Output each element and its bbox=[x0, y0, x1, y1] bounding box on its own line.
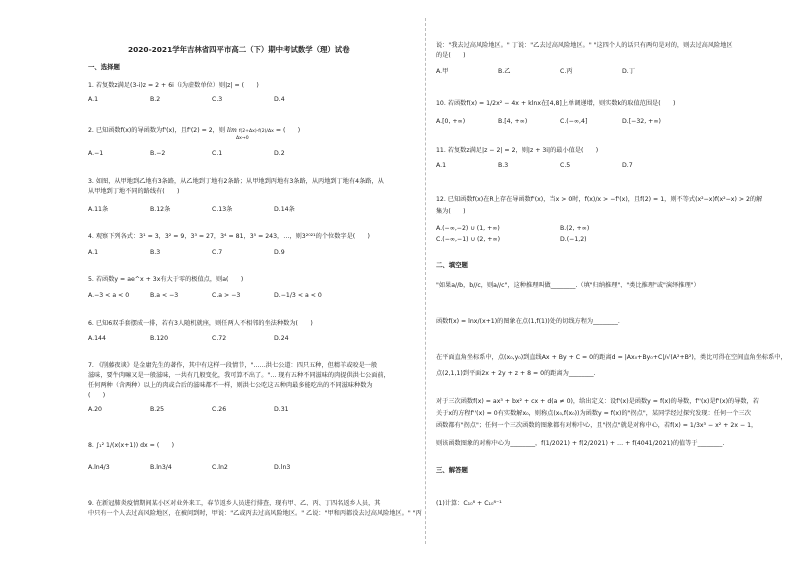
q8-option-a[interactable]: A.ln4/3 bbox=[88, 464, 110, 471]
question-10-stem: 10. 若函数f(x) = 1/2x² − 4x + klnx在[4,8]上单调递增，则实数k的取值范围是( ) bbox=[436, 100, 676, 107]
question-3-line-1: 3. 如图，从甲地到乙地有3条路，从乙地到丁地有2条路；从甲地到丙地有3条路，从丙地到丁地有4条路，从 bbox=[88, 178, 384, 185]
q7-option-b[interactable]: B.25 bbox=[150, 406, 165, 413]
fill-16-line-4: 则该函数图象的对称中心为________，f(1/2021) + f(2/2021) + … + f(4041/2021)的值等于________. bbox=[436, 440, 725, 447]
fill-13-text: "如果a//b，b//c，则a//c"，这种推理叫做________.（填"归纳推理"、"类比推理"或"演绎推理"） bbox=[436, 282, 700, 289]
question-3-line-2: 从甲地到丁地不同的路线有( ) bbox=[88, 188, 180, 195]
fill-15-line-1: 在平面直角坐标系中，点(x₀,y₀)到直线Ax + By + C = 0的距离d = |Ax₀+By₀+C|/√(A²+B²)，类比可得在空间直角坐标系中， bbox=[436, 354, 787, 361]
fill-15-line-2: 点(2,1,1)到平面2x + 2y + z + 8 = 0的距离为________. bbox=[436, 370, 596, 377]
fill-14-text: 函数f(x) = lnx/(x+1)的图象在点(1,f(1))处的切线方程为________. bbox=[436, 318, 620, 325]
q8-option-d[interactable]: D.ln3 bbox=[274, 464, 291, 471]
q2-limit: lim bbox=[227, 127, 237, 134]
question-8-stem: 8. ∫₁² 1/(x(x+1)) dx = ( ) bbox=[88, 442, 175, 449]
q3-option-b[interactable]: B.12条 bbox=[150, 206, 171, 213]
q11-option-c[interactable]: C.5 bbox=[560, 162, 571, 169]
question-7-line-2: 滋味，要牛肉嘛又是一般滋味，一共有几般变化，我可算不出了。"… 现有五种不同滋味的肉提供洪七公面前， bbox=[88, 372, 390, 379]
q9-option-a[interactable]: A.甲 bbox=[436, 68, 449, 75]
q10-option-c[interactable]: C.(−∞,4] bbox=[560, 118, 588, 125]
q6-option-c[interactable]: C.72 bbox=[212, 335, 227, 342]
answer-17-text: (1)计算：C₁₀⁸ + C₁₀⁸⁻¹ bbox=[436, 500, 502, 507]
q2-option-a[interactable]: A.−1 bbox=[88, 150, 104, 157]
question-11-stem: 11. 若复数z满足|z − 2| = 2，则|z + 3i|的最小值是( ) bbox=[436, 147, 599, 154]
q2-limit-subscript: Δx→0 bbox=[236, 136, 249, 141]
q3-option-d[interactable]: D.14条 bbox=[274, 206, 295, 213]
fill-16-line-1: 对于三次函数f(x) = ax³ + bx² + cx + d(a ≠ 0)，给出定义：设f'(x)是函数y = f(x)的导数，f''(x)是f'(x)的导数，若 bbox=[436, 398, 759, 405]
question-7-line-4: ( ) bbox=[88, 392, 106, 399]
question-12-stem: 12. 已知函数f(x)在R上存在导函数f'(x)，当x > 0时，f(x)/x > −f'(x)，且f(2) = 1，则不等式(x²−x)f(x²−x) > 2的解 bbox=[436, 196, 763, 203]
q4-option-c[interactable]: C.7 bbox=[212, 249, 223, 256]
q5-option-b[interactable]: B.a < −3 bbox=[150, 292, 179, 299]
question-9-line-4: 的是( ) bbox=[436, 52, 466, 59]
q10-option-b[interactable]: B.[4, +∞) bbox=[498, 118, 528, 125]
q8-option-b[interactable]: B.ln3/4 bbox=[150, 464, 172, 471]
q2-option-c[interactable]: C.1 bbox=[212, 150, 223, 157]
q1-option-c[interactable]: C.3 bbox=[212, 96, 223, 103]
q2-stem-end: = ( ) bbox=[275, 127, 301, 134]
q12-option-d[interactable]: D.(−1,2) bbox=[560, 236, 587, 243]
q6-option-d[interactable]: D.24 bbox=[274, 335, 289, 342]
q12-option-a[interactable]: A.(−∞,−2) ∪ (1, +∞) bbox=[436, 225, 500, 232]
question-4-stem: 4. 观察下列各式：3¹ = 3，3² = 9，3³ = 27，3⁴ = 81，3⁵ = 243，…，则3²⁰²¹的个位数字是( ) bbox=[88, 233, 370, 240]
q9-option-d[interactable]: D.丁 bbox=[622, 68, 635, 75]
question-9-line-2: 中只有一个人去过高风险地区，在被问到时，甲说："乙或丙去过高风险地区。" 乙说："甲和丙都没去过高风险地区。" "丙 bbox=[88, 510, 422, 517]
page-title: 2020-2021学年吉林省四平市高二（下）期中考试数学（理）试卷 bbox=[128, 45, 350, 54]
q4-option-a[interactable]: A.1 bbox=[88, 249, 99, 256]
q7-option-c[interactable]: C.26 bbox=[212, 406, 227, 413]
q10-option-d[interactable]: D.[−32, +∞) bbox=[622, 118, 661, 125]
q4-option-b[interactable]: B.3 bbox=[150, 249, 161, 256]
q4-option-d[interactable]: D.9 bbox=[274, 249, 285, 256]
q2-stem-text: 2. 已知函数f(x)的导函数为f'(x)，且f'(2) = 2，则 bbox=[88, 127, 226, 134]
left-column bbox=[88, 0, 428, 562]
question-7-line-1: 7. 《削藤夜谈》是金庸先生的著作，其中有这样一段情节，"……洪七公道：四只五种，但精羊或咬是一般 bbox=[88, 362, 378, 369]
question-12-line-2: 集为( ) bbox=[436, 208, 466, 215]
fill-16-line-3: 函数都有"拐点"；任何一个三次函数的图象都有对称中心，且"拐点"就是对称中心，若f(x) = 1/3x³ − x² + 2x − 1， bbox=[436, 422, 758, 429]
question-5-stem: 5. 若函数y = ae^x + 3x有大于零的极值点，则a( ) bbox=[88, 276, 244, 283]
q9-option-c[interactable]: C.丙 bbox=[560, 68, 573, 75]
right-column bbox=[436, 0, 787, 562]
q3-option-a[interactable]: A.11条 bbox=[88, 206, 109, 213]
fill-16-line-2: 关于x的方程f''(x) = 0有实数解x₀，则称点(x₀,f(x₀))为函数y = f(x)的"拐点"，某同学经过探究发现：任何一个三次 bbox=[436, 410, 751, 417]
question-2-stem bbox=[88, 127, 300, 136]
q5-option-a[interactable]: A.−3 < a < 0 bbox=[88, 292, 130, 299]
q10-option-a[interactable]: A.[0, +∞) bbox=[436, 118, 466, 125]
q5-option-c[interactable]: C.a > −3 bbox=[212, 292, 241, 299]
q9-option-b[interactable]: B.乙 bbox=[498, 68, 511, 75]
section-fill-heading: 二、填空题 bbox=[436, 261, 468, 269]
q1-option-a[interactable]: A.1 bbox=[88, 96, 99, 103]
q12-option-c[interactable]: C.(−∞,−1) ∪ (2, +∞) bbox=[436, 236, 501, 243]
question-7-line-3: 任何两种（含两种）以上的肉或合后的滋味都不一样，则洪七公吃这五种肉最多能吃出的不同滋味种数为 bbox=[88, 382, 373, 389]
q6-option-b[interactable]: B.120 bbox=[150, 335, 169, 342]
q1-option-d[interactable]: D.4 bbox=[274, 96, 285, 103]
question-6-stem: 6. 已知6双手套摆成一排，若有3人随机就座，则任两人不相邻的坐法种数为( ) bbox=[88, 320, 313, 327]
q11-option-a[interactable]: A.1 bbox=[436, 162, 447, 169]
q5-option-d[interactable]: D.−1/3 < a < 0 bbox=[274, 292, 322, 299]
q2-limit-fraction: f(2+Δx)-f(2)/Δx bbox=[238, 129, 274, 134]
question-9-line-3: 说："我去过高风险地区。" 丁说："乙去过高风险地区。" "这四个人的话只有两句是对的，则去过高风险地区 bbox=[436, 42, 733, 49]
section-answer-heading: 三、解答题 bbox=[436, 466, 468, 474]
q12-option-b[interactable]: B.(2, +∞) bbox=[560, 225, 590, 232]
section-choice-heading: 一、选择题 bbox=[88, 63, 120, 71]
question-1-stem: 1. 若复数z满足(3-i)z = 2 + 6i（i为虚数单位）则|z| = ( ) bbox=[88, 82, 259, 89]
q6-option-a[interactable]: A.144 bbox=[88, 335, 106, 342]
q11-option-d[interactable]: D.7 bbox=[622, 162, 633, 169]
q7-option-a[interactable]: A.20 bbox=[88, 406, 102, 413]
q7-option-d[interactable]: D.31 bbox=[274, 406, 289, 413]
q11-option-b[interactable]: B.3 bbox=[498, 162, 509, 169]
q2-option-b[interactable]: B.−2 bbox=[150, 150, 166, 157]
q8-option-c[interactable]: C.ln2 bbox=[212, 464, 228, 471]
question-9-line-1: 9. 在新冠肺炎疫情期间某小区对业外来工，春节返乡人员进行排查，现有甲、乙、丙、丁四名返乡人员，其 bbox=[88, 500, 381, 507]
q1-option-b[interactable]: B.2 bbox=[150, 96, 161, 103]
q3-option-c[interactable]: C.13条 bbox=[212, 206, 233, 213]
q2-option-d[interactable]: D.2 bbox=[274, 150, 285, 157]
